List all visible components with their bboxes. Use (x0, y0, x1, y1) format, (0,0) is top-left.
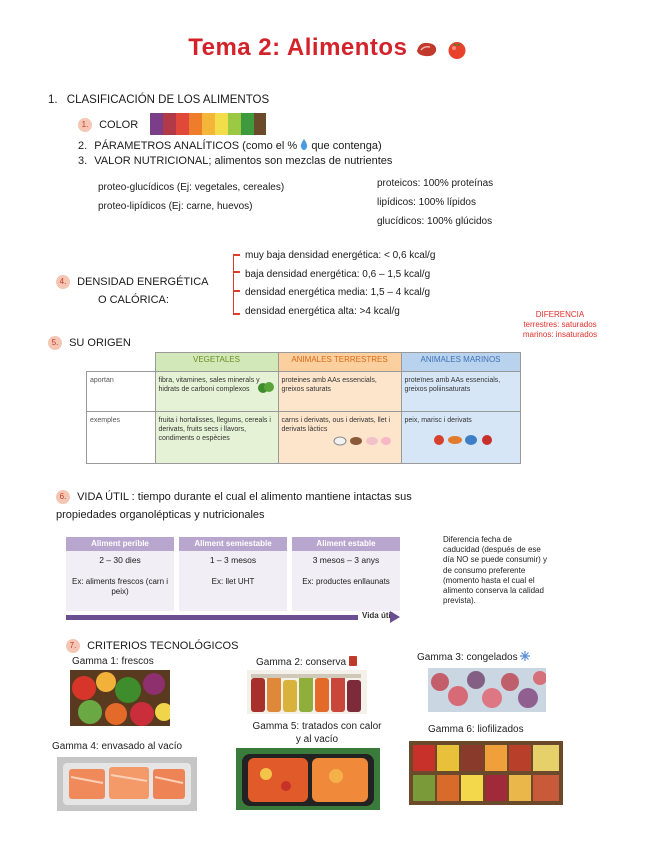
vida-heading (56, 490, 412, 504)
table-cell (401, 412, 520, 464)
snowflake-icon (520, 651, 530, 661)
list-item: glucídicos: 100% glúcidos (377, 216, 493, 227)
can-icon (349, 656, 357, 666)
cell-text: fibra, vitamines, sales minerals y hidrats de carboni complexos (158, 377, 260, 393)
cell-text: carns i derivats, ous i derivats, llet i derivats làctics (281, 417, 391, 433)
farm-animals-icon (332, 434, 392, 446)
gamma-1-label: Gamma 1: frescos (72, 656, 154, 667)
shelf-example: Ex: aliments frescos (carn i peix) (71, 577, 169, 596)
note-line: caducidad (después de ese (443, 545, 541, 555)
page-title (0, 34, 656, 62)
meat-icon (415, 39, 439, 59)
shelf-time: 1 – 3 mesos (209, 555, 257, 565)
table-cell (87, 353, 156, 372)
gamma-2-label (256, 656, 357, 668)
section-number: 1. (48, 94, 58, 106)
section-1-heading (48, 94, 269, 106)
list-item: densidad energética alta: >4 kcal/g (245, 305, 400, 317)
densidad-label (56, 275, 208, 289)
note-line: alimento conserva la calidad (443, 586, 544, 596)
criterios-title: CRITERIOS TECNOLÓGICOS (87, 639, 239, 652)
ready-meal-tray-image (236, 748, 380, 810)
densidad-label-line1: DENSIDAD ENERGÉTICA (77, 275, 209, 288)
origen-table (86, 352, 521, 464)
shelf-time: 3 mesos – 3 anys (312, 555, 380, 565)
shelf-header: Aliment estable (292, 537, 400, 551)
section-title: CLASIFICACIÓN DE LOS ALIMENTOS (66, 94, 270, 106)
item-number-badge: 5. (48, 336, 62, 350)
table-row (87, 412, 521, 464)
table-header: ANIMALES TERRESTRES (278, 353, 401, 372)
table-cell (155, 372, 278, 412)
item-number-badge: 6. (56, 490, 70, 504)
note-line: día NO se puede consumir) y (443, 555, 548, 565)
note-line: DIFERENCIA (535, 310, 585, 319)
params-text-before: PÁRAMETROS ANALÍTICOS (como el % (94, 140, 298, 152)
item-number-badge: 3. (78, 155, 88, 167)
origen-title: SU ORIGEN (69, 336, 131, 349)
page-title-text: Tema 2: Alimentos (188, 34, 408, 61)
color-label: COLOR (99, 118, 139, 131)
seafood-icon (431, 433, 501, 447)
shelf-header: Aliment perible (66, 537, 174, 551)
table-row-label: aportan (87, 372, 156, 412)
vida-text-line2: propiedades organolépticas y nutricionales (56, 509, 265, 521)
table-row-label: exemples (87, 412, 156, 464)
list-item: proteo-glucídicos (Ej: vegetales, cereales) (98, 182, 285, 193)
bracket-tick (233, 313, 240, 315)
gamma-4-label: Gamma 4: envasado al vacío (52, 741, 183, 752)
bracket-tick (233, 271, 240, 273)
water-drop-icon (300, 139, 308, 150)
gamma-3-text: Gamma 3: congelados (417, 652, 518, 663)
item-number-badge: 1. (78, 118, 92, 132)
vacuum-packed-image (57, 757, 197, 811)
table-row (87, 353, 521, 372)
params-item (78, 139, 382, 153)
note-line: prevista). (443, 596, 476, 606)
table-cell (278, 412, 401, 464)
densidad-list (245, 247, 435, 321)
list-item: lipídicos: 100% lípidos (377, 197, 476, 208)
arrow-right-icon (390, 611, 400, 623)
shelf-arrow-label: Vida útil (362, 611, 393, 620)
list-item: proteicos: 100% proteínas (377, 178, 494, 189)
list-item: proteo-lipídicos (Ej: carne, huevos) (98, 201, 253, 212)
note-line: de consumo preferente (443, 565, 526, 575)
gamma-2-text: Gamma 2: conserva (256, 657, 347, 668)
list-item: muy baja densidad energética: < 0,6 kcal/g (245, 250, 436, 261)
table-header: VEGETALES (155, 353, 278, 372)
note-line: marinos: insaturados (522, 330, 598, 339)
color-item (78, 118, 138, 132)
params-text-after: que contenga) (311, 140, 382, 152)
gamma-6-label: Gamma 6: liofilizados (428, 724, 524, 735)
diferencia-note (505, 310, 615, 340)
densidad-label-line2: O CALÓRICA: (98, 294, 169, 306)
table-header: ANIMALES MARINOS (401, 353, 520, 372)
shelf-column (66, 537, 174, 611)
freeze-dried-image (409, 741, 563, 805)
note-line: terrestres: saturados (523, 320, 597, 329)
shelf-example: Ex: llet UHT (211, 577, 255, 586)
list-item: baja densidad energética: 0,6 – 1,5 kcal/g (245, 268, 431, 280)
shelf-header: Aliment semiestable (179, 537, 287, 551)
criterios-heading (66, 639, 238, 653)
item-number-badge: 4. (56, 275, 70, 289)
frozen-berries-image (428, 668, 546, 712)
bracket-tick (233, 254, 240, 256)
tomato-icon (446, 38, 468, 60)
note-line: (momento hasta el cual el (443, 575, 535, 585)
vida-text-line1: VIDA ÚTIL : tiempo durante el cual el alimento mantiene intactas sus (77, 490, 412, 503)
gamma-5-label: Gamma 5: tratados con calor y al vacío (252, 721, 382, 745)
valor-label: VALOR NUTRICIONAL; alimentos son mezclas de nutrientes (94, 154, 393, 167)
table-row (87, 372, 521, 412)
shelf-column (179, 537, 287, 611)
origen-heading (48, 336, 131, 350)
cell-text: fruita i hortalisses, llegums, cereals i derivats, fruits secs i llavors, condiments o espècies (158, 417, 271, 442)
item-number-badge: 2. (78, 140, 88, 153)
food-color-icon (150, 113, 266, 135)
cell-text: peix, marisc i derivats (404, 417, 472, 424)
shelf-life-diagram (66, 537, 400, 621)
table-cell: proteïnes amb AAs essencials, greixos poliinsaturats (401, 372, 520, 412)
fresh-produce-image (70, 670, 170, 726)
canned-jars-image (247, 670, 367, 714)
caducidad-note (443, 535, 547, 606)
nutri-left-list (98, 178, 284, 216)
table-cell: proteines amb AAs essencials, greixos saturats (278, 372, 401, 412)
shelf-example: Ex: productes enllaunats (302, 577, 390, 586)
note-line: Diferencia fecha de (443, 535, 512, 544)
item-number-badge: 7. (66, 639, 80, 653)
nutri-right-list (377, 174, 493, 231)
shelf-column (292, 537, 400, 611)
list-item: densidad energética media: 1,5 – 4 kcal/g (245, 287, 431, 298)
valor-item (78, 154, 392, 168)
densidad-bracket (233, 254, 234, 314)
shelf-arrow-line (66, 615, 358, 620)
bracket-tick (233, 290, 240, 292)
shelf-time: 2 – 30 dies (99, 555, 141, 565)
gamma-3-label (417, 651, 530, 663)
table-cell (155, 412, 278, 464)
